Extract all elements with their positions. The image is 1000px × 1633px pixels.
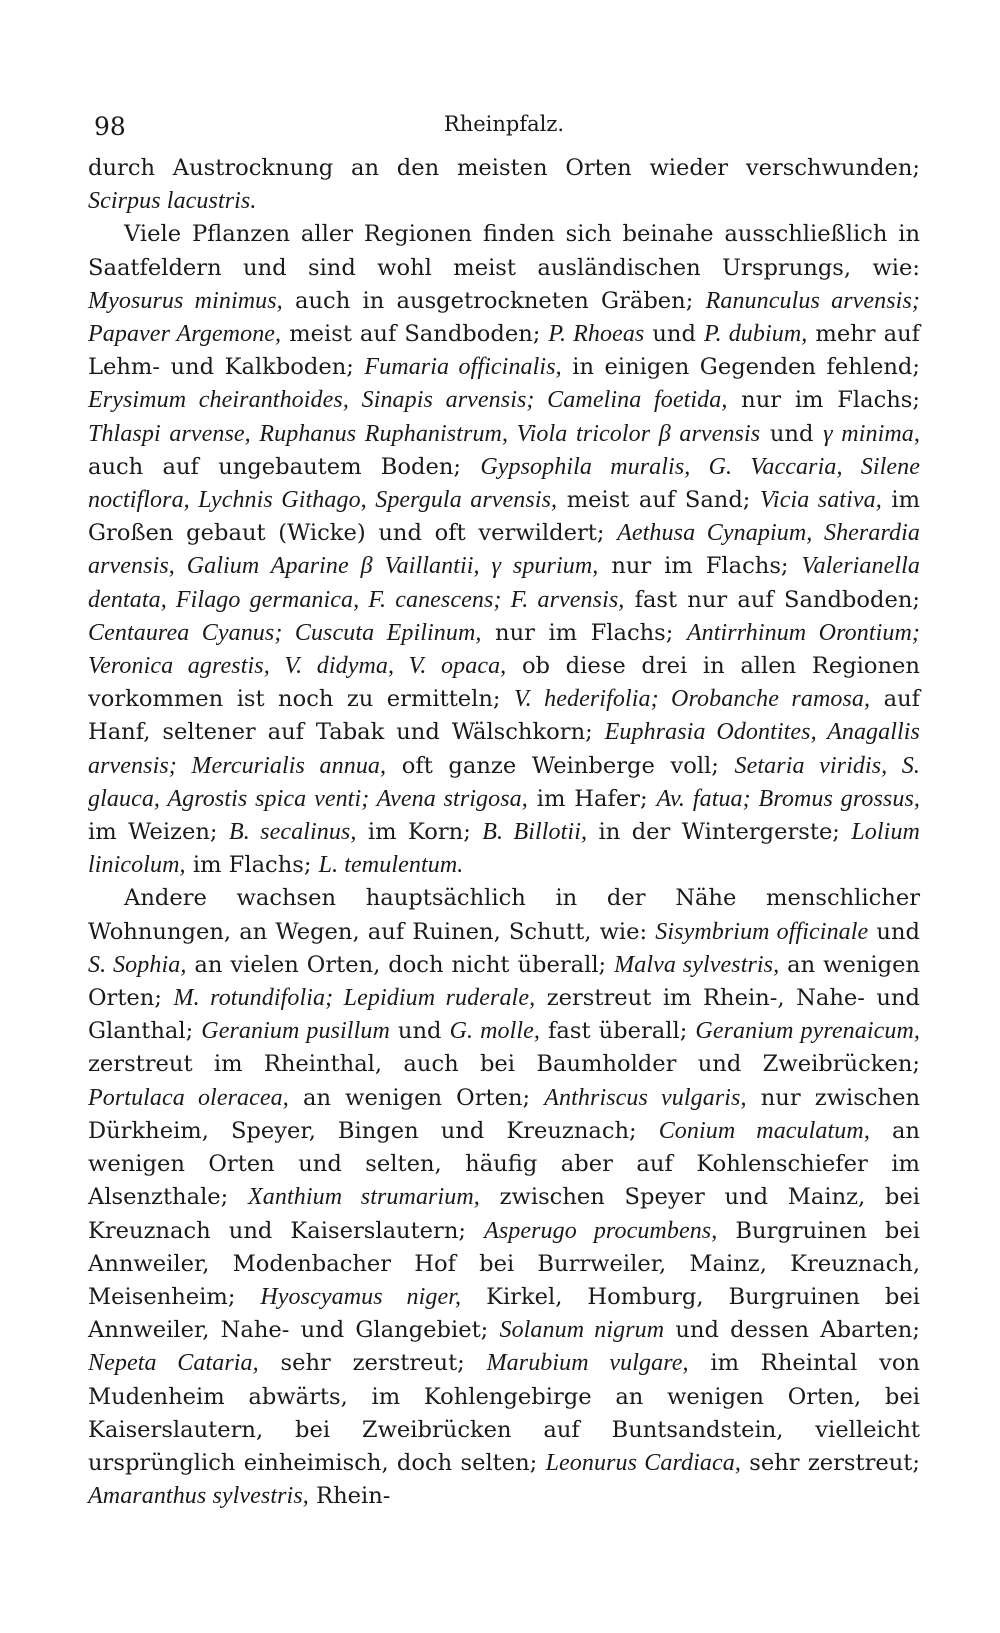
- text-run: und dessen Abarten;: [664, 1317, 920, 1344]
- text-run: nur im Flachs;: [598, 553, 802, 580]
- text-run: im Hafer;: [527, 785, 657, 812]
- text-run: Rhein-: [308, 1483, 391, 1510]
- text-run: sehr zerstreut;: [740, 1449, 920, 1476]
- species-name: Amaranthus sylvestris,: [88, 1483, 309, 1510]
- text-run: auch auf ungebautem Boden;: [88, 453, 481, 480]
- text-run: und: [760, 420, 824, 447]
- text-run: Andere wachsen hauptsächlich in der Nähe menschlicher Wohnungen, an Wegen, auf Ruinen, Schutt, wie:: [88, 885, 920, 945]
- species-name: Vicia sativa,: [759, 487, 882, 514]
- species-name: Fumaria officinalis,: [364, 354, 562, 381]
- text-run: in der Wintergerste;: [587, 819, 852, 846]
- text-run: meist auf Sand;: [557, 487, 760, 514]
- species-name: Lolium linicolum,: [88, 819, 920, 879]
- text-run: zerstreut im Rhein-, Nahe- und Glanthal;: [88, 985, 920, 1045]
- text-run: an wenigen Orten;: [288, 1084, 545, 1111]
- species-name: B. secalinus,: [228, 819, 357, 846]
- species-name: B. Billotii,: [482, 819, 588, 846]
- page-number: 98: [94, 112, 126, 141]
- species-name: G. molle,: [449, 1018, 540, 1045]
- species-name: Conium maculatum,: [658, 1117, 870, 1144]
- species-name: V. hederifolia; Orobanche ramosa,: [514, 686, 871, 713]
- species-name: Scirpus lacustris.: [88, 188, 257, 215]
- species-name: Erysimum cheiranthoides, Sinapis arvensis; Camelina foetida,: [88, 387, 728, 414]
- book-page: [88, 108, 920, 1513]
- species-name: Solanum nigrum: [499, 1317, 665, 1344]
- species-name: Xanthium strumarium,: [248, 1184, 480, 1211]
- text-run: auf Hanf, seltener auf Tabak und Wälschkorn;: [88, 686, 920, 746]
- species-name: S. Sophia,: [88, 951, 187, 978]
- text-run: ob diese drei in allen Regionen vorkommen ist noch zu ermitteln;: [88, 653, 920, 713]
- species-name: Ranunculus arvensis; Papaver Argemone,: [88, 287, 920, 348]
- text-run: im Großen gebaut (Wicke) und oft verwildert;: [88, 487, 920, 547]
- species-name: Nepeta Cataria,: [88, 1350, 259, 1377]
- species-name: Centaurea Cyanus; Cuscuta Epilinum,: [88, 619, 482, 646]
- species-name: Aethusa Cynapium, Sherardia arvensis, Galium Aparine β Vaillantii, γ spurium,: [88, 520, 920, 580]
- species-name: Antirrhinum Orontium; Veronica agrestis, V. didyma, V. opaca,: [88, 619, 920, 680]
- species-name: Marubium vulgare,: [486, 1350, 689, 1377]
- text-run: oft ganze Weinberge voll;: [386, 752, 735, 779]
- species-name: P. Rhoeas: [548, 321, 645, 348]
- text-run: Kirkel, Homburg, Burgruinen bei Annweiler, Nahe- und Glangebiet;: [88, 1283, 920, 1344]
- text-run: Viele Pflanzen aller Regionen finden sich beinahe ausschließlich in Saatfeldern und sind wohl meist ausländischen Ursprungs, wie:: [88, 221, 920, 281]
- text-run: an vielen Orten, doch nicht überall;: [186, 951, 615, 978]
- species-name: Hyoscyamus niger,: [260, 1283, 462, 1310]
- text-run: nur im Flachs;: [727, 387, 920, 414]
- paragraph-1: [88, 152, 920, 218]
- species-name: Sisymbrium officinale: [655, 918, 869, 945]
- text-run: und: [868, 918, 920, 945]
- species-name: L. temulentum.: [318, 852, 464, 879]
- species-name: Thlaspi arvense, Ruphanus Ruphanistrum, Viola tricolor β arvensis: [88, 420, 761, 447]
- text-run: meist auf Sandboden;: [281, 321, 549, 348]
- species-name: γ minima,: [823, 420, 920, 447]
- page-header: [88, 108, 920, 148]
- text-run: zerstreut im Rheinthal, auch bei Baumholder und Zweibrücken;: [88, 1051, 920, 1078]
- species-name: Malva sylvestris,: [614, 951, 780, 978]
- text-run: mehr auf Lehm- und Kalkboden;: [88, 321, 920, 381]
- text-run: sehr zerstreut;: [258, 1350, 487, 1377]
- text-run: im Rheintal von Mudenheim abwärts, im Kohlengebirge an wenigen Orten, bei Kaiserslautern, bei Zweibrücken auf Buntsandstein, vielleicht ursprünglich einheimisch, doch selten;: [88, 1350, 920, 1476]
- text-run: nur zwischen Dürkheim, Speyer, Bingen und Kreuznach;: [88, 1084, 920, 1144]
- text-run: und: [389, 1018, 450, 1045]
- text-run: durch Austrocknung an den meisten Orten wieder verschwunden;: [88, 155, 920, 181]
- species-name: Anthriscus vulgaris,: [544, 1084, 747, 1111]
- species-name: Euphrasia Odontites, Anagallis arvensis; Mercurialis annua,: [88, 719, 920, 779]
- text-run: auch in ausgetrockneten Gräben;: [282, 287, 706, 314]
- species-name: Asperugo procumbens,: [484, 1217, 718, 1244]
- body-text: [88, 152, 920, 1513]
- species-name: Leonurus Cardiaca,: [545, 1449, 741, 1476]
- text-run: zwischen Speyer und Mainz, bei Kreuznach und Kaiserslautern;: [88, 1184, 920, 1244]
- species-name: Setaria viridis, S. glauca, Agrostis spica venti; Avena strigosa,: [88, 752, 920, 812]
- species-name: Geranium pusillum: [201, 1018, 390, 1045]
- text-run: im Korn;: [356, 819, 483, 846]
- species-name: Portulaca oleracea,: [88, 1084, 289, 1111]
- text-run: nur im Flachs;: [481, 619, 687, 646]
- paragraph-3: [88, 882, 920, 1513]
- text-run: in einigen Gegenden fehlend;: [561, 354, 920, 381]
- text-run: fast nur auf Sandboden;: [624, 586, 920, 613]
- paragraph-2: [88, 218, 920, 882]
- text-run: im Flachs;: [185, 852, 319, 879]
- text-run: an wenigen Orten und selten, häufig aber auf Kohlenschiefer im Alsenzthale;: [88, 1117, 920, 1211]
- text-run: an wenigen Orten;: [88, 951, 920, 1012]
- species-name: M. rotundifolia; Lepidium ruderale,: [173, 985, 536, 1012]
- species-name: Gypsophila muralis, G. Vaccaria, Silene noctiflora, Lychnis Githago, Spergula arvensis,: [88, 453, 920, 514]
- species-name: Myosurus minimus,: [88, 287, 283, 314]
- text-run: im Weizen;: [88, 819, 229, 846]
- running-head: Rheinpfalz.: [443, 112, 565, 136]
- text-run: fast überall;: [540, 1018, 696, 1045]
- species-name: Av. fatua; Bromus grossus,: [656, 785, 921, 812]
- species-name: P. dubium,: [703, 321, 808, 348]
- species-name: Valerianella dentata, Filago germanica, F. canescens; F. arvensis,: [88, 553, 920, 613]
- text-run: Burgruinen bei Annweiler, Modenbacher Hof bei Burrweiler, Mainz, Kreuznach, Meisenheim;: [88, 1217, 920, 1310]
- text-run: und: [644, 321, 704, 348]
- species-name: Geranium pyrenaicum,: [695, 1018, 921, 1045]
